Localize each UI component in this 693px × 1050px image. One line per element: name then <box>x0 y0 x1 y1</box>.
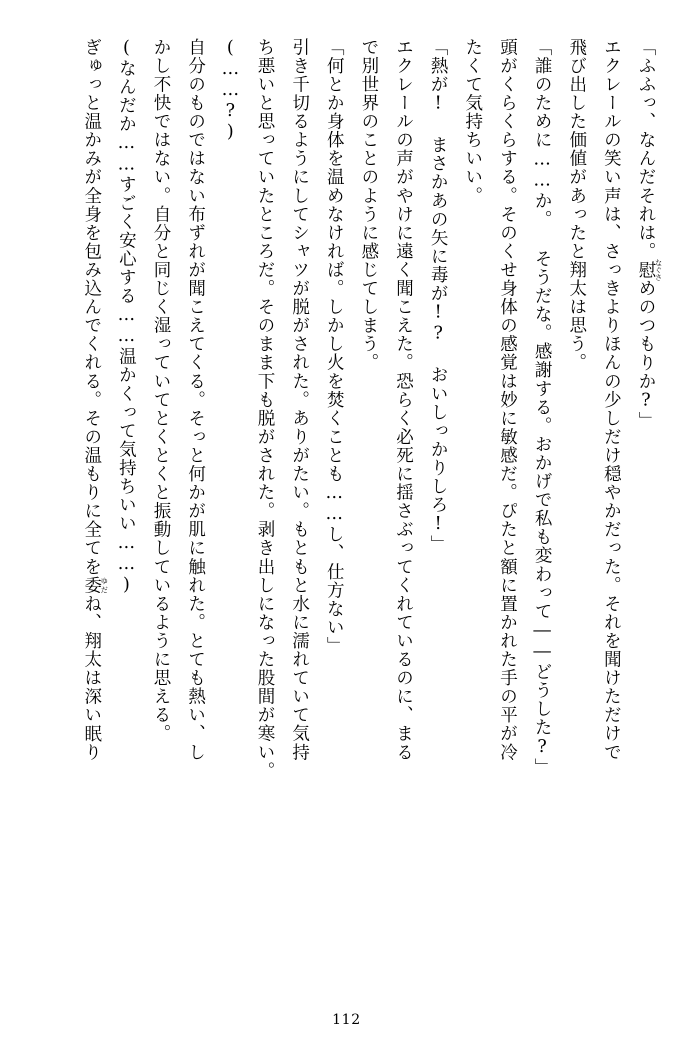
paragraph: かし不快ではない。自分と同じく湿っていてとくとくと振動しているように思える。 <box>151 38 172 743</box>
ruby-yuda: 委ゆだ <box>81 575 110 595</box>
paragraph: 「ふふっ、なんだそれは。慰なぐさめのつもりか?」 <box>636 38 664 431</box>
paragraph: (なんだか……すごく安心する……温かくって気持ちいい……) <box>116 38 137 596</box>
paragraph: ぎゅっと温かみが全身を包み込んでくれる。その温もりに全てを委ゆだね、翔太は深い眠り <box>81 38 110 762</box>
paragraph: 「誰のために……か。 そうだな。感謝する。おかげで私も変わって――どうした?」 <box>532 38 553 777</box>
paragraph: エクレールの笑い声は、さっきよりほんの少しだけ穏やかだった。それを聞けただけで <box>601 38 622 762</box>
ruby-nagusa: 慰なぐさ <box>636 258 664 281</box>
paragraph: で別世界のことのように感じてしまう。 <box>358 38 379 372</box>
paragraph: 自分のものではない布ずれが聞こえてくる。そっと何かが肌に触れた。とても熱い、し <box>185 38 206 762</box>
novel-body-text <box>30 38 663 988</box>
paragraph: エクレールの声がやけに遠く聞こえた。恐らく必死に揺さぶってくれているのに、まる <box>393 38 414 762</box>
paragraph: 引き千切るようにしてシャツが脱がされた。ありがたい。もともと水に濡れていて気持 <box>289 38 310 762</box>
page-number: 112 <box>332 1012 361 1028</box>
paragraph: たくて気持ちいい。 <box>462 38 483 205</box>
paragraph: 「熱が! まさかあの矢に毒が!? おいしっかりしろ!」 <box>428 38 449 554</box>
paragraph: ち悪いと思っていたところだ。そのまま下も脱がされた。剥き出しになった股間が寒い。 <box>254 38 275 780</box>
paragraph: 飛び出した価値があったと翔太は思う。 <box>566 38 587 372</box>
paragraph: 「何とか身体を温めなければ。しかし火を焚くことも……し、仕方ない」 <box>324 38 345 656</box>
paragraph: 頭がくらくらする。そのくせ身体の感覚は妙に敏感だ。ぴたと額に置かれた手の平が冷 <box>497 38 518 762</box>
paragraph: (……?) <box>220 38 241 144</box>
